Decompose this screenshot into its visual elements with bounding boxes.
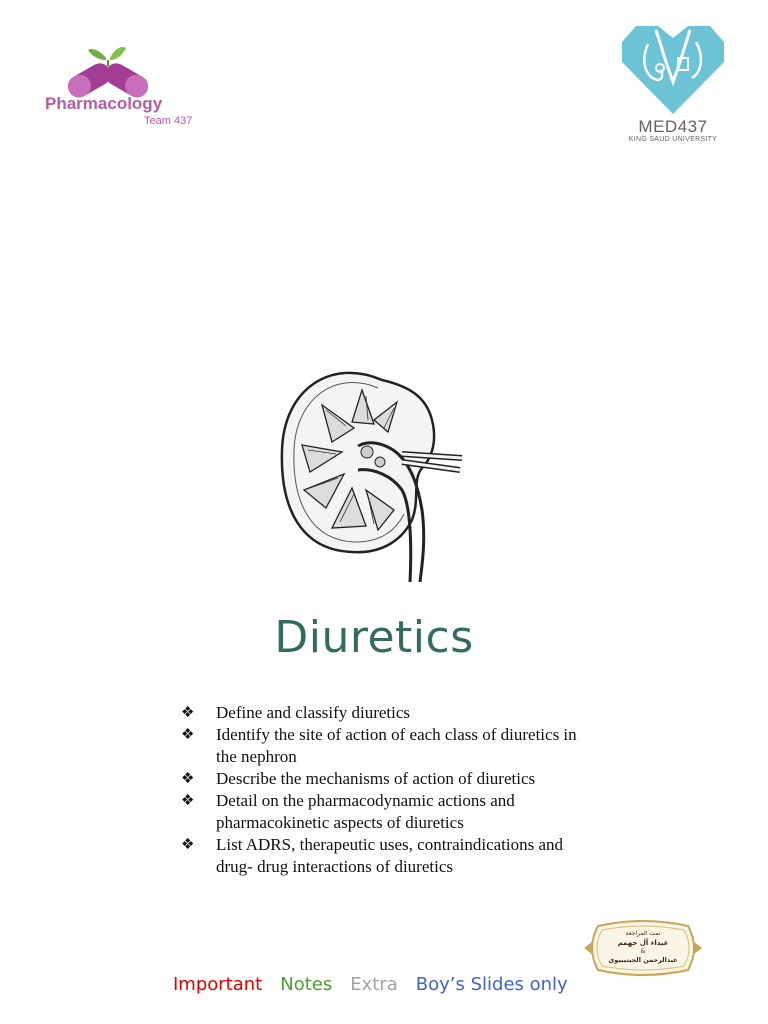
objective-text: Define and classify diuretics: [216, 703, 411, 722]
kidney-illustration: [262, 350, 492, 585]
bullet-icon: ❖: [181, 793, 195, 809]
objective-text: Detail on the pharmacodynamic actions and pharmacokinetic aspects of diuretics: [216, 791, 515, 832]
med-logo-title: MED437: [638, 117, 708, 136]
bullet-icon: ❖: [181, 705, 195, 721]
med-logo-subtitle: KING SAUD UNIVERSITY: [628, 136, 718, 143]
legend-boys-slides: Boy’s Slides only: [415, 974, 568, 995]
objective-item: [178, 702, 578, 724]
stamp-line-1: تمت المراجعة: [625, 930, 661, 937]
objective-item: [178, 790, 578, 834]
document-title: Diuretics: [274, 612, 474, 663]
capsule-leaf-icon: [40, 44, 220, 99]
objective-item: [178, 834, 578, 878]
objective-text: List ADRS, therapeutic uses, contraindications and drug- drug interactions of diuretics: [216, 835, 564, 876]
objective-text: Identify the site of action of each class of diuretics in the nephron: [216, 725, 577, 766]
bullet-icon: ❖: [181, 771, 195, 787]
stamp-line-2: غيداء آل جهمم: [617, 939, 669, 947]
stamp-line-4: عبدالرحمن الخيتيبيوي: [608, 956, 678, 964]
objectives-list: [178, 702, 578, 878]
med437-logo: [608, 22, 738, 152]
objective-item: [178, 724, 578, 768]
bullet-icon: ❖: [181, 727, 195, 743]
logo-team: Team 437: [144, 115, 193, 127]
legend-extra: Extra: [350, 974, 398, 995]
heart-doctor-icon: [608, 22, 738, 117]
objective-text: Describe the mechanisms of action of diuretics: [216, 769, 536, 788]
logo-title: Pharmacology: [45, 94, 163, 113]
legend-notes: Notes: [280, 974, 333, 995]
objective-item: [178, 768, 578, 790]
bullet-icon: ❖: [181, 837, 195, 853]
color-legend: [173, 972, 573, 998]
pharmacology-logo: [40, 44, 220, 134]
review-stamp: [584, 918, 702, 978]
stamp-line-3: &: [640, 948, 646, 955]
legend-important: Important: [173, 974, 263, 995]
